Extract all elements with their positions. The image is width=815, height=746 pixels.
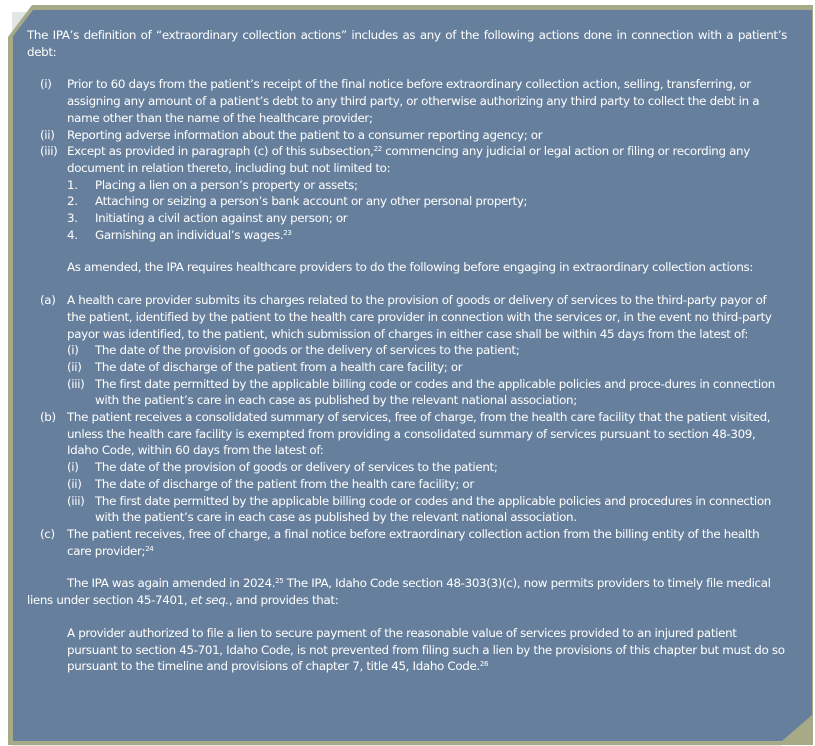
list-label: (c) [40, 526, 55, 541]
list-label: 3. [67, 211, 78, 226]
requirement-subitem [67, 459, 787, 476]
requirement-sublist [67, 459, 787, 526]
paragraph-text: , and provides that: [228, 593, 339, 608]
italic-citation: et seq. [190, 593, 229, 608]
list-label: (iii) [67, 376, 85, 391]
list-text: The first date permitted by the applicable billing code or codes and the applicable policies and procedures in connection with the patient’s care in each case as published by the relevant national association. [95, 493, 771, 525]
requirement-item [40, 409, 787, 526]
amendment-2024-paragraph [27, 575, 787, 608]
list-label: 4. [67, 227, 78, 242]
list-text: A health care provider submits its charges related to the provision of goods or delivery of services to the third-party payor of the patient, identified by the patient to the health care provider in connection with the services or, in the event no third-party payor was identified, to the patient, which submission of charges in either case shall be within 45 days from the latest of: [67, 293, 772, 341]
eca-actions-list [27, 76, 787, 243]
requirement-subitem [67, 342, 787, 359]
list-label: (i) [67, 460, 79, 475]
list-text: Attaching or seizing a person’s bank account or any other personal property; [95, 194, 528, 209]
list-text: commencing any judicial or legal action or filing or recording any document in relation thereto, including but not limited to: [67, 144, 750, 175]
requirement-item [40, 526, 787, 559]
amended-paragraph: As amended, the IPA requires healthcare providers to do the following before engaging in extraordinary collection actions: [67, 260, 754, 275]
eca-action-item [40, 127, 787, 144]
list-text: The date of discharge of the patient from a health care facility; or [95, 359, 463, 374]
list-label: (iii) [67, 493, 85, 508]
requirement-subitem [67, 376, 787, 409]
list-label: (a) [40, 293, 56, 308]
requirement-subitem [67, 493, 787, 526]
list-label: 2. [67, 194, 78, 209]
eca-sublist [67, 177, 787, 244]
list-text: Prior to 60 days from the patient’s receipt of the final notice before extraordinary collection action, selling, transferring, or assigning any amount of a patient’s debt to any third party, or otherwise authorizing any third party to collect the debt in a name other than the name of the healthcare provider; [67, 77, 760, 125]
list-label: (i) [67, 343, 79, 358]
list-label: (i) [40, 77, 52, 92]
list-text: Placing a lien on a person’s property or assets; [95, 177, 358, 192]
list-label: (iii) [40, 144, 58, 159]
list-text: The date of discharge of the patient from the health care facility; or [95, 476, 474, 491]
footnote-ref: 24 [145, 544, 154, 553]
list-text: Garnishing an individual’s wages. [95, 227, 284, 242]
eca-subitem [67, 210, 787, 227]
intro-paragraph: The IPA’s definition of “extraordinary collection actions” includes as any of the following actions done in connection with a patient’s debt: [27, 28, 787, 59]
panel-content [27, 27, 787, 675]
list-text: The patient receives a consolidated summary of services, free of charge, from the health care facility that the patient visited, unless the health care facility is exempted from providing a consolidated summary of services pursuant to section 48-309, Idaho Code, within 60 days from the latest of: [67, 410, 771, 458]
list-text: Reporting adverse information about the patient to a consumer reporting agency; or [67, 127, 543, 142]
eca-subitem [67, 227, 787, 244]
quote-text: A provider authorized to file a lien to secure payment of the reasonable value of services provided to an injured patient pursuant to section 45-701, Idaho Code, is not prevented from filing such a lien by the provisions of this chapter but must do so pursuant to the timeline and provisions of chapter 7, title 45, Idaho Code. [67, 625, 785, 674]
requirement-sublist [67, 342, 787, 409]
requirement-subitem [67, 476, 787, 493]
list-label: (b) [40, 410, 56, 425]
eca-subitem [67, 177, 787, 194]
list-text: The date of the provision of goods or the delivery of services to the patient; [95, 343, 520, 358]
list-text: The date of the provision of goods or delivery of services to the patient; [95, 460, 498, 475]
eca-subitem [67, 193, 787, 210]
requirement-subitem [67, 359, 787, 376]
footnote-ref: 26 [479, 660, 489, 669]
list-text: Initiating a civil action against any person; or [95, 211, 348, 226]
list-label: (ii) [67, 476, 82, 491]
footnote-ref: 25 [275, 577, 284, 586]
footnote-ref: 22 [373, 145, 382, 154]
list-label: (ii) [40, 127, 55, 142]
list-label: 1. [67, 177, 78, 192]
eca-action-item [40, 143, 787, 243]
block-quote [27, 625, 787, 675]
eca-action-item [40, 76, 787, 126]
paragraph-text: The IPA, Idaho Code section 48-303(3)(c), now permits providers to timely file medical liens under section 45-7401, [27, 576, 771, 608]
requirements-list [27, 292, 787, 559]
footnote-ref: 23 [283, 228, 292, 237]
list-text: The patient receives, free of charge, a final notice before extraordinary collection action from the billing entity of the health care provider; [67, 526, 760, 558]
paragraph-text: The IPA was again amended in 2024. [67, 576, 276, 591]
requirement-item [40, 292, 787, 409]
list-text: The first date permitted by the applicable billing code or codes and the applicable policies and proce-dures in connection with the patient’s care in each case as published by the relevant national association; [95, 376, 775, 408]
list-label: (ii) [67, 359, 82, 374]
list-text: Except as provided in paragraph (c) of this subsection, [67, 144, 374, 159]
